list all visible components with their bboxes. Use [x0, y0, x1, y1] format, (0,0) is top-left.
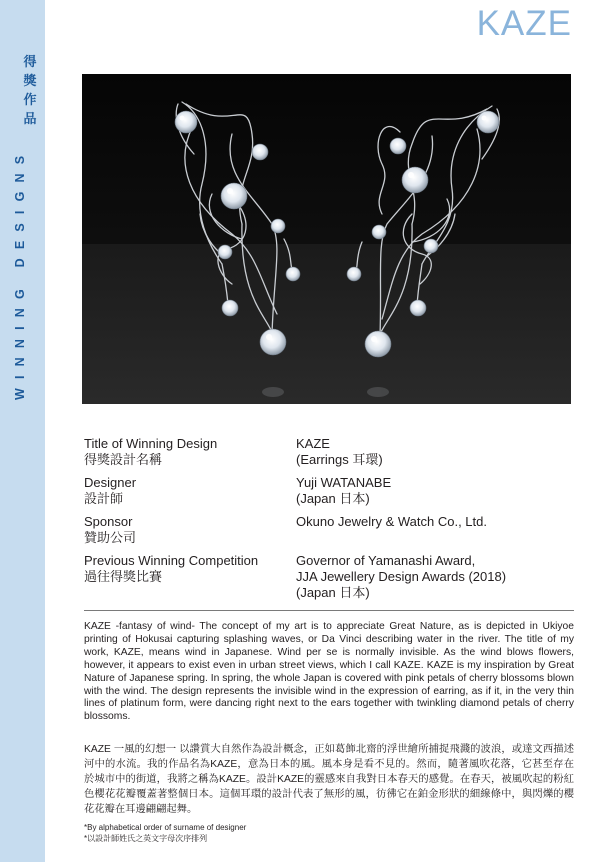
detail-label: Sponsor 贊助公司 — [84, 514, 137, 545]
earrings-photo — [82, 74, 571, 404]
divider — [84, 610, 574, 611]
sidebar-english-title: WINNING DESIGNS — [13, 146, 27, 400]
sidebar-char: 作 — [23, 92, 37, 107]
sidebar-char: 獎 — [23, 73, 37, 88]
detail-value: Governor of Yamanashi Award, JJA Jewellery Design Awards (2018) (Japan 日本) — [296, 553, 507, 600]
description-english: KAZE -fantasy of wind- The concept of my art is to appreciate Great Nature, as is depicted in Ukiyoe printing of Hokusai capturing splashing waves, or Da Vinci describing water in the river. The title of my work, KAZE, means wind in Japanese. Wind per se is normally invisible. As the wind blows flowers, however, it appears to exist even in urban street views, which I call KAZE. KAZE is my inspiration by Great Nature of Japanese spring. In spring, the whole Japan is covered with pink petals of cherry blossoms blown with the wind. The design represents the invisible wind in the expression of earring, as if it, in the very thin lines of platinum form, were dancing right next to the ears together with twinkling diamond petals of cherry blossoms. — [84, 621, 574, 723]
sidebar-char: 得 — [23, 54, 37, 69]
footnote-chinese: *以設計師姓氏之英文字母次序排列 — [84, 834, 208, 843]
sidebar-chinese-title — [22, 52, 38, 128]
detail-label: Designer 設計師 — [84, 475, 137, 506]
sidebar-char: 品 — [23, 111, 37, 126]
description-chinese: KAZE 一風的幻想一 以讚賞大自然作為設計概念，正如葛飾北齋的浮世繪所捕捉飛濺的波浪，或達文西描述河中的水流。我的作品名為KAZE，意為日本的風。風本身是看不見的。然而，隨著風吹花落，它甚至存在於城市中的街道，我將之稱為KAZE。設計KAZE的靈感來自我對日本春天的感覺。在春天，被風吹起的粉紅色櫻花花瓣覆蓋著整個日本。這個耳環的設計代表了無形的風，彷彿它在鉑金形狀的細線條中，與閃爍的櫻花花瓣在耳邊翩翩起舞。 — [84, 744, 574, 815]
detail-value: Yuji WATANABE (Japan 日本) — [296, 475, 392, 506]
page-title: KAZE — [476, 4, 572, 43]
detail-label: Title of Winning Design 得獎設計名稱 — [84, 436, 218, 467]
sidebar — [0, 0, 45, 862]
detail-value: Okuno Jewelry & Watch Co., Ltd. — [296, 514, 487, 529]
detail-label: Previous Winning Competition 過往得獎比賽 — [84, 553, 259, 584]
footnote-english: *By alphabetical order of surname of designer — [84, 823, 247, 832]
detail-value: KAZE (Earrings 耳環) — [296, 436, 383, 467]
